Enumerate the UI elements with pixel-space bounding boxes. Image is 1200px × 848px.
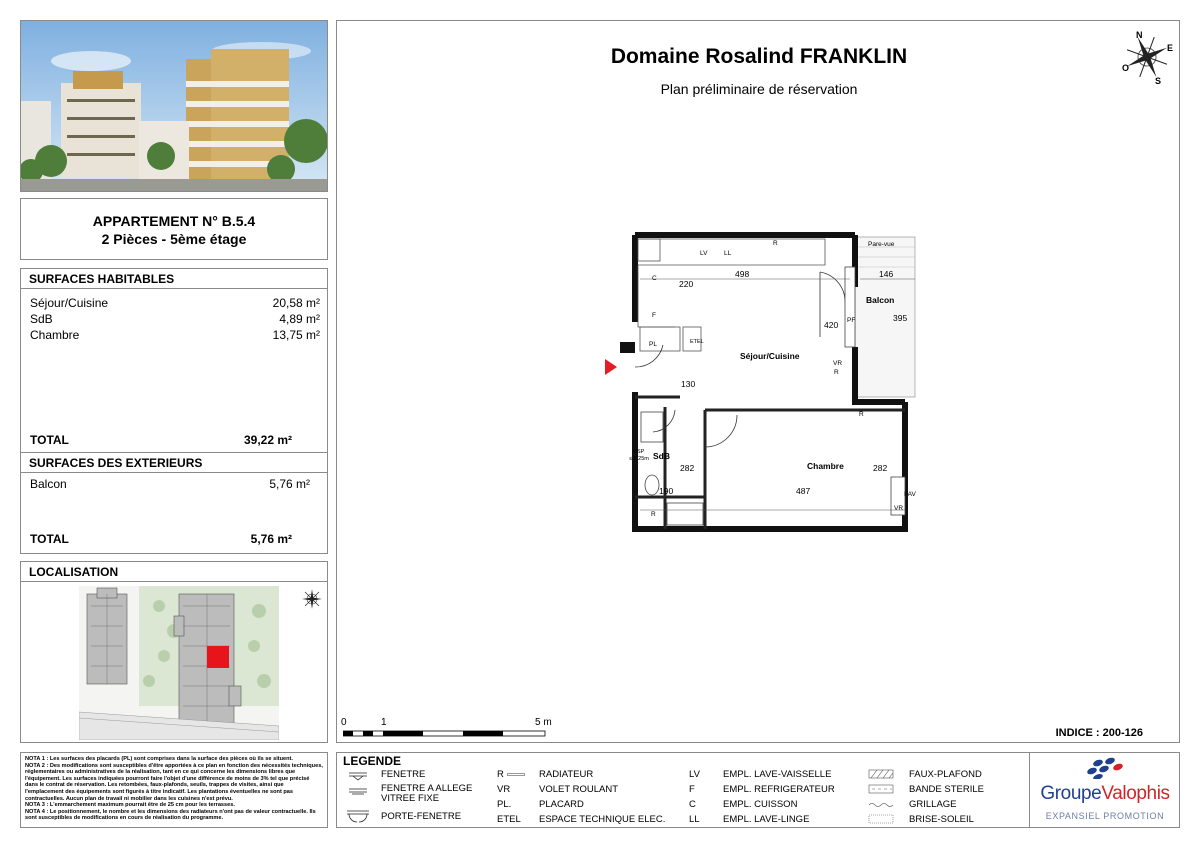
compass-o: O	[1122, 63, 1130, 73]
surface-total-row	[30, 532, 320, 546]
compass-icon	[301, 588, 323, 610]
compass-s: S	[1155, 76, 1162, 86]
building-rendering-image	[20, 20, 328, 192]
code-r-kitchen: R	[773, 240, 778, 247]
surfaces-exterieurs-heading: SURFACES DES EXTERIEURS	[21, 453, 327, 473]
total-value: 39,22 m²	[243, 433, 292, 447]
indice-label: INDICE : 200-126	[1055, 727, 1143, 739]
surface-label: Séjour/Cuisine	[30, 296, 109, 310]
legend-cuisson: EMPL. CUISSON	[723, 799, 798, 810]
brand-tagline: EXPANSIEL PROMOTION	[1045, 811, 1165, 821]
legend-radiateur: RADIATEUR	[539, 769, 594, 780]
surface-row	[30, 312, 320, 326]
legend-symbols-hatches	[867, 769, 907, 827]
code-vr-sejour: VR	[833, 360, 843, 367]
room-label-sejour: Séjour/Cuisine	[740, 351, 800, 361]
radiator-symbol	[507, 773, 525, 776]
total-value: 5,76 m²	[250, 532, 292, 546]
apartment-rooms-floor: 2 Pièces - 5ème étage	[101, 231, 247, 247]
legend-bande-sterile: BANDE STERILE	[909, 784, 984, 795]
brand-name: GroupeValophis	[1040, 783, 1170, 804]
dim-146: 146	[879, 269, 894, 279]
valophis-logo-icon	[1084, 757, 1128, 779]
code-ll: LL	[724, 250, 732, 257]
note-2: NOTA 2 : Des modifications sont susceptibles d'être apportées à ce plan en fonction des nécessités techniques, réglementaires ou administratives de la réalisation, tant en ce qui concerne les dimensions libres que l'équipement. Les surfaces indiquées pourront faire l'objet d'une différence de moins de 3% tel que précisé dans le contrat de réservation. Les retombées, faux-plafonds, seuils, trappes de visites, ainsi que l'emplacement des équipements sont figurés à titre indicatif. Les plantations éventuelles ne sont pas contractuelles. Aucun plan de travail ni mobilier dans les cuisines n'est prévu.	[25, 762, 323, 802]
code-r-sdb: R	[651, 511, 656, 518]
legend-symbols-windows	[343, 767, 373, 827]
dim-190: 190	[659, 486, 674, 496]
code-hsp-height: ≤ 2.25m	[629, 456, 649, 462]
document-title: Domaine Rosalind FRANKLIN	[610, 45, 908, 68]
legend-placard: PLACARD	[539, 799, 584, 810]
code-etel: ETEL	[690, 339, 704, 345]
code-r-sejour: R	[834, 369, 839, 376]
legend-faux-plafond: FAUX-PLAFOND	[909, 769, 982, 780]
compass-rose-icon	[1117, 27, 1177, 87]
apartment-location-marker	[207, 646, 229, 668]
legend-fenetre: FENETRE	[381, 769, 426, 780]
surface-row	[30, 477, 320, 491]
notes-box	[20, 752, 328, 828]
legend-heading: LEGENDE	[343, 754, 402, 768]
surfaces-panel	[20, 268, 328, 554]
code-pl: PL	[649, 341, 657, 348]
legend-lave-vaisselle: EMPL. LAVE-VAISSELLE	[723, 769, 832, 780]
dim-282-sdb: 282	[680, 463, 695, 473]
localisation-panel	[20, 561, 328, 743]
note-4: NOTA 4 : Le positionnement, le nombre et les dimensions des radiateurs n'ont pas de valeur contractuelle. Ils sont susceptibles de modifications en cours de réalisation du programme.	[25, 808, 316, 822]
surfaces-habitables-heading: SURFACES HABITABLES	[21, 269, 327, 289]
code-hsp: HSP	[633, 449, 645, 455]
entrance-arrow-icon	[605, 359, 617, 375]
floor-plan	[605, 227, 925, 537]
legend-fenetre-allege: FENETRE A ALLEGE VITREE FIXE	[381, 783, 473, 804]
legend-brise-soleil: BRISE-SOLEIL	[909, 814, 974, 825]
dim-420: 420	[824, 320, 839, 330]
room-label-sdb: SdB	[653, 451, 670, 461]
surface-row	[30, 328, 320, 342]
surface-label: Balcon	[30, 477, 67, 491]
surface-label: SdB	[30, 312, 53, 326]
dim-282-chambre: 282	[873, 463, 888, 473]
dim-395: 395	[893, 313, 908, 323]
surface-value: 20,58 m²	[272, 296, 320, 310]
surface-value: 13,75 m²	[272, 328, 320, 342]
code-r-chambre: R	[859, 411, 864, 418]
legend-code-c: C	[689, 799, 696, 810]
room-label-balcon: Balcon	[866, 295, 895, 305]
legend-lave-linge: EMPL. LAVE-LINGE	[723, 814, 810, 825]
legend-code-lv: LV	[689, 769, 700, 780]
note-1: NOTA 1 : Les surfaces des placards (PL) sont comprises dans la surface des pièces où ils se situent.	[25, 756, 293, 762]
code-vr-chambre: VR	[894, 505, 904, 512]
legend-porte-fenetre: PORTE-FENETRE	[381, 811, 462, 822]
brand-logo	[1029, 753, 1179, 827]
legend-refrigerateur: EMPL. REFRIGERATEUR	[723, 784, 835, 795]
surface-row	[30, 296, 320, 310]
site-plan-image	[79, 586, 279, 740]
scale-zero: 0	[341, 717, 347, 728]
code-f: F	[652, 312, 656, 319]
code-fav: FAV	[904, 491, 916, 498]
code-lv: LV	[700, 250, 708, 257]
note-3: NOTA 3 : L'emmarchement maximum pourrait être de 25 cm pour les terrasses.	[25, 802, 235, 809]
legend-code-ll: LL	[689, 814, 700, 825]
apartment-number: APPARTEMENT N° B.5.4	[92, 213, 256, 229]
code-pf: PF	[847, 317, 856, 324]
dim-220: 220	[679, 279, 694, 289]
legend-code-r: R	[497, 769, 525, 780]
dim-487: 487	[796, 486, 811, 496]
surface-total-row	[30, 433, 320, 447]
legend-panel	[336, 752, 1180, 828]
legend-volet-roulant: VOLET ROULANT	[539, 784, 619, 795]
compass-e: E	[1167, 43, 1174, 53]
dim-130: 130	[681, 379, 696, 389]
code-c: C	[652, 275, 657, 282]
surface-value: 4,89 m²	[279, 312, 320, 326]
document-subtitle: Plan préliminaire de réservation	[660, 81, 858, 97]
legend-code-vr: VR	[497, 784, 511, 795]
scale-one: 1	[381, 717, 387, 728]
legend-code-pl: PL.	[497, 799, 512, 810]
total-label: TOTAL	[30, 532, 69, 546]
legend-grillage: GRILLAGE	[909, 799, 957, 810]
legend-espace-technique: ESPACE TECHNIQUE ELEC.	[539, 814, 666, 825]
main-plan-panel	[336, 20, 1180, 743]
legend-code-etel: ETEL	[497, 814, 521, 825]
room-label-chambre: Chambre	[807, 461, 844, 471]
total-label: TOTAL	[30, 433, 69, 447]
apartment-title-box	[20, 198, 328, 260]
scale-five: 5 m	[535, 717, 552, 728]
legend-code-f: F	[689, 784, 695, 795]
compass-n: N	[1136, 30, 1143, 40]
surface-value: 5,76 m²	[269, 477, 310, 491]
surface-label: Chambre	[30, 328, 80, 342]
localisation-heading: LOCALISATION	[21, 562, 327, 582]
code-pare-vue: Pare-vue	[868, 241, 895, 248]
scale-bar	[343, 730, 547, 738]
dim-498: 498	[735, 269, 750, 279]
